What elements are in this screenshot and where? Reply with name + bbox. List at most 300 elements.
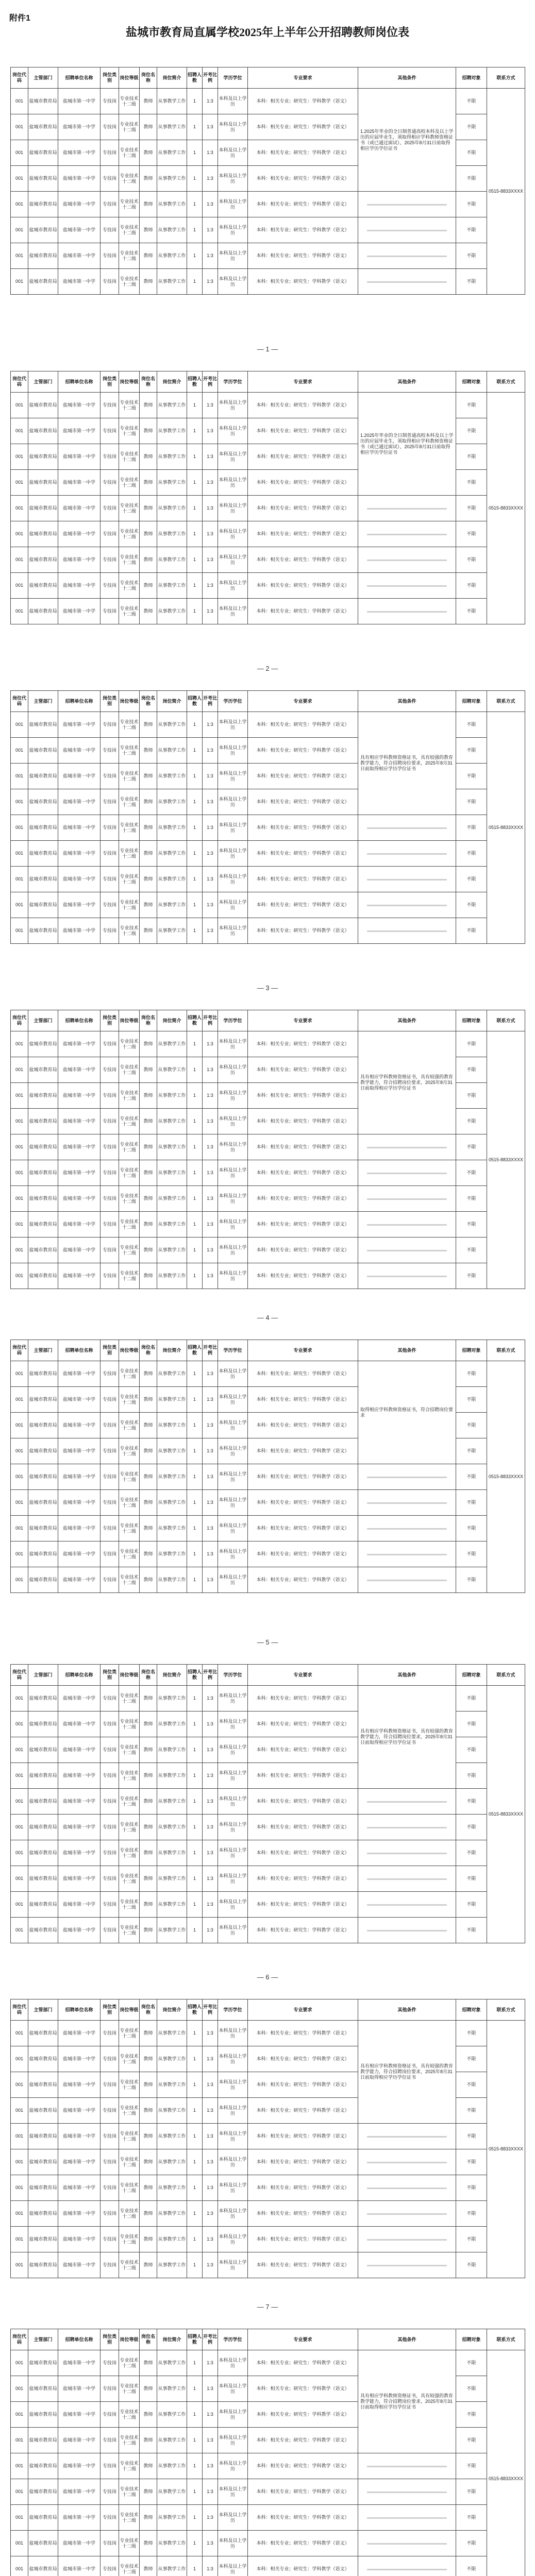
cell-ratio: 1:3	[203, 192, 218, 217]
cell-ratio: 1:3	[203, 217, 218, 243]
column-header: 岗位简介	[157, 2329, 187, 2350]
cell-unit: 盐城市第一中学	[58, 1361, 101, 1387]
table-row	[11, 918, 525, 944]
cell-conditions	[358, 1212, 456, 1238]
cell-ratio: 1:3	[203, 2072, 218, 2098]
column-header: 联系方式	[487, 1999, 525, 2021]
table-row	[11, 393, 525, 418]
cell-code: 001	[11, 1238, 28, 1263]
cell-post: 教师	[140, 2252, 157, 2278]
cell-target: 不限	[456, 1031, 487, 1057]
cell-post: 教师	[140, 599, 157, 624]
cell-level: 专业技术十二级	[119, 1438, 140, 1464]
cell-major: 本科：相关专业；研究生：学科教学（语文）	[248, 2556, 358, 2576]
cell-desc: 从事教学工作	[157, 1212, 187, 1238]
cell-category: 专技岗	[101, 418, 119, 444]
cell-code: 001	[11, 114, 28, 140]
text-line	[367, 1173, 447, 1174]
cell-code: 001	[11, 599, 28, 624]
cell-count: 1	[187, 2556, 203, 2576]
cell-unit: 盐城市第一中学	[58, 243, 101, 269]
cell-count: 1	[187, 547, 203, 573]
cell-count: 1	[187, 192, 203, 217]
cell-target: 不限	[456, 2453, 487, 2479]
text-line	[367, 1801, 447, 1803]
cell-edu: 本科及以上学历	[218, 2227, 248, 2252]
cell-target: 不限	[456, 1686, 487, 1711]
cell-ratio: 1:3	[203, 738, 218, 764]
cell-target: 不限	[456, 2531, 487, 2556]
cell-major: 本科：相关专业；研究生：学科教学（语文）	[248, 444, 358, 470]
cell-ratio: 1:3	[203, 1109, 218, 1134]
cell-category: 专技岗	[101, 841, 119, 867]
cell-conditions: 具有相应学科教师资格证书，具有较强的教育教学能力，符合招聘岗位要求，2025年8月31日前取得相应学历学位证书	[358, 1031, 456, 1134]
cell-post: 教师	[140, 2124, 157, 2149]
cell-post: 教师	[140, 789, 157, 815]
cell-post: 教师	[140, 918, 157, 944]
cell-code: 001	[11, 1413, 28, 1438]
text-line	[367, 2466, 447, 2467]
cell-conditions	[358, 1840, 456, 1866]
cell-unit: 盐城市第一中学	[58, 2453, 101, 2479]
cell-ratio: 1:3	[203, 1263, 218, 1289]
cell-level: 专业技术十二级	[119, 166, 140, 192]
cell-category: 专技岗	[101, 1361, 119, 1387]
cell-category: 专技岗	[101, 1160, 119, 1186]
cell-dept: 盐城市教育局	[28, 841, 58, 867]
column-header: 招聘单位名称	[58, 67, 101, 89]
cell-post: 教师	[140, 2350, 157, 2376]
cell-count: 1	[187, 1186, 203, 1212]
cell-unit: 盐城市第一中学	[58, 1815, 101, 1840]
column-header: 联系方式	[487, 1665, 525, 1686]
column-header: 岗位代码	[11, 2329, 28, 2350]
cell-level: 专业技术十二级	[119, 2556, 140, 2576]
cell-post: 教师	[140, 1789, 157, 1815]
recruitment-table	[10, 67, 525, 295]
cell-desc: 从事教学工作	[157, 2149, 187, 2175]
cell-desc: 从事教学工作	[157, 1789, 187, 1815]
cell-dept: 盐城市教育局	[28, 2556, 58, 2576]
column-header: 岗位等级	[119, 1665, 140, 1686]
cell-count: 1	[187, 1789, 203, 1815]
cell-dept: 盐城市教育局	[28, 2402, 58, 2428]
cell-dept: 盐城市教育局	[28, 2175, 58, 2201]
text-line	[367, 930, 447, 932]
column-header: 其他条件	[358, 1340, 456, 1361]
cell-dept: 盐城市教育局	[28, 89, 58, 114]
column-header: 专业要求	[248, 691, 358, 712]
cell-edu: 本科及以上学历	[218, 1387, 248, 1413]
cell-post: 教师	[140, 2201, 157, 2227]
table-row	[11, 1031, 525, 1057]
cell-target: 不限	[456, 2227, 487, 2252]
cell-code: 001	[11, 496, 28, 521]
cell-major: 本科：相关专业；研究生：学科教学（语文）	[248, 418, 358, 444]
cell-conditions	[358, 2531, 456, 2556]
column-header: 岗位简介	[157, 371, 187, 393]
cell-post: 教师	[140, 2227, 157, 2252]
cell-level: 专业技术十二级	[119, 192, 140, 217]
cell-desc: 从事教学工作	[157, 1057, 187, 1083]
cell-desc: 从事教学工作	[157, 2350, 187, 2376]
cell-ratio: 1:3	[203, 892, 218, 918]
cell-target: 不限	[456, 2175, 487, 2201]
cell-count: 1	[187, 738, 203, 764]
cell-dept: 盐城市教育局	[28, 2072, 58, 2098]
cell-edu: 本科及以上学历	[218, 393, 248, 418]
cell-major: 本科：相关专业；研究生：学科教学（语文）	[248, 1516, 358, 1541]
column-header: 招聘单位名称	[58, 1665, 101, 1686]
cell-edu: 本科及以上学历	[218, 1490, 248, 1516]
cell-unit: 盐城市第一中学	[58, 1387, 101, 1413]
cell-post: 教师	[140, 892, 157, 918]
text-line	[367, 2162, 447, 2163]
cell-level: 专业技术十二级	[119, 2175, 140, 2201]
cell-major: 本科：相关专业；研究生：学科教学（语文）	[248, 2175, 358, 2201]
cell-category: 专技岗	[101, 1567, 119, 1593]
cell-major: 本科：相关专业；研究生：学科教学（语文）	[248, 2098, 358, 2124]
column-header: 岗位等级	[119, 2329, 140, 2350]
cell-ratio: 1:3	[203, 393, 218, 418]
cell-level: 专业技术十二级	[119, 217, 140, 243]
column-header: 岗位名称	[140, 1340, 157, 1361]
text-line	[367, 1477, 447, 1478]
cell-target: 不限	[456, 1815, 487, 1840]
cell-level: 专业技术十二级	[119, 1361, 140, 1387]
cell-category: 专技岗	[101, 1464, 119, 1490]
cell-major: 本科：相关专业；研究生：学科教学（语文）	[248, 918, 358, 944]
cell-level: 专业技术十二级	[119, 1567, 140, 1593]
cell-target: 不限	[456, 2556, 487, 2576]
text-line	[367, 2213, 447, 2215]
cell-level: 专业技术十二级	[119, 892, 140, 918]
cell-target: 不限	[456, 2021, 487, 2046]
cell-post: 教师	[140, 1387, 157, 1413]
column-header: 主管部门	[28, 2329, 58, 2350]
cell-category: 专技岗	[101, 1134, 119, 1160]
cell-dept: 盐城市教育局	[28, 1361, 58, 1387]
cell-major: 本科：相关专业；研究生：学科教学（语文）	[248, 1815, 358, 1840]
cell-count: 1	[187, 1737, 203, 1763]
cell-category: 专技岗	[101, 166, 119, 192]
cell-edu: 本科及以上学历	[218, 1057, 248, 1083]
cell-code: 001	[11, 738, 28, 764]
cell-unit: 盐城市第一中学	[58, 1263, 101, 1289]
cell-desc: 从事教学工作	[157, 1892, 187, 1918]
column-header: 专业要求	[248, 1999, 358, 2021]
cell-major: 本科：相关专业；研究生：学科教学（语文）	[248, 2124, 358, 2149]
cell-level: 专业技术十二级	[119, 1387, 140, 1413]
cell-edu: 本科及以上学历	[218, 496, 248, 521]
text-line	[367, 2265, 447, 2266]
cell-code: 001	[11, 2453, 28, 2479]
cell-level: 专业技术十二级	[119, 764, 140, 789]
cell-edu: 本科及以上学历	[218, 712, 248, 738]
cell-count: 1	[187, 2252, 203, 2278]
cell-count: 1	[187, 496, 203, 521]
page-number: — 3 —	[257, 984, 278, 992]
cell-conditions	[358, 243, 456, 269]
cell-ratio: 1:3	[203, 1387, 218, 1413]
cell-conditions	[358, 521, 456, 547]
table-row	[11, 2556, 525, 2576]
cell-ratio: 1:3	[203, 496, 218, 521]
cell-unit: 盐城市第一中学	[58, 1516, 101, 1541]
cell-code: 001	[11, 2479, 28, 2505]
cell-conditions	[358, 1866, 456, 1892]
cell-ratio: 1:3	[203, 1516, 218, 1541]
cell-count: 1	[187, 599, 203, 624]
cell-category: 专技岗	[101, 2149, 119, 2175]
cell-major: 本科：相关专业；研究生：学科教学（语文）	[248, 2479, 358, 2505]
cell-code: 001	[11, 1840, 28, 1866]
column-header: 招聘单位名称	[58, 371, 101, 393]
cell-level: 专业技术十二级	[119, 1186, 140, 1212]
table-row	[11, 217, 525, 243]
cell-dept: 盐城市教育局	[28, 1263, 58, 1289]
column-header: 开考比例	[203, 2329, 218, 2350]
cell-edu: 本科及以上学历	[218, 2201, 248, 2227]
cell-target: 不限	[456, 1711, 487, 1737]
cell-dept: 盐城市教育局	[28, 1737, 58, 1763]
column-header: 招聘单位名称	[58, 1010, 101, 1031]
column-header: 学历学位	[218, 691, 248, 712]
cell-contact: 0515-8833XXXX	[487, 712, 525, 944]
cell-desc: 从事教学工作	[157, 1361, 187, 1387]
cell-major: 本科：相关专业；研究生：学科教学（语文）	[248, 1789, 358, 1815]
cell-major: 本科：相关专业；研究生：学科教学（语文）	[248, 2505, 358, 2531]
cell-count: 1	[187, 815, 203, 841]
column-header: 其他条件	[358, 67, 456, 89]
cell-unit: 盐城市第一中学	[58, 789, 101, 815]
cell-count: 1	[187, 1134, 203, 1160]
cell-conditions	[358, 2252, 456, 2278]
cell-count: 1	[187, 1438, 203, 1464]
cell-edu: 本科及以上学历	[218, 2350, 248, 2376]
cell-target: 不限	[456, 269, 487, 295]
cell-post: 教师	[140, 547, 157, 573]
text-line	[367, 1250, 447, 1251]
cell-level: 专业技术十二级	[119, 418, 140, 444]
cell-ratio: 1:3	[203, 1840, 218, 1866]
cell-post: 教师	[140, 1840, 157, 1866]
cell-desc: 从事教学工作	[157, 521, 187, 547]
cell-code: 001	[11, 1438, 28, 1464]
cell-level: 专业技术十二级	[119, 1711, 140, 1737]
cell-ratio: 1:3	[203, 1186, 218, 1212]
cell-edu: 本科及以上学历	[218, 444, 248, 470]
cell-ratio: 1:3	[203, 789, 218, 815]
column-header: 岗位等级	[119, 691, 140, 712]
cell-code: 001	[11, 841, 28, 867]
cell-target: 不限	[456, 1737, 487, 1763]
cell-code: 001	[11, 2252, 28, 2278]
cell-code: 001	[11, 1686, 28, 1711]
cell-post: 教师	[140, 1438, 157, 1464]
cell-major: 本科：相关专业；研究生：学科教学（语文）	[248, 1057, 358, 1083]
cell-conditions	[358, 2227, 456, 2252]
cell-unit: 盐城市第一中学	[58, 217, 101, 243]
cell-conditions	[358, 2201, 456, 2227]
cell-unit: 盐城市第一中学	[58, 89, 101, 114]
cell-dept: 盐城市教育局	[28, 1413, 58, 1438]
cell-unit: 盐城市第一中学	[58, 1737, 101, 1763]
cell-edu: 本科及以上学历	[218, 867, 248, 892]
cell-code: 001	[11, 1160, 28, 1186]
cell-dept: 盐城市教育局	[28, 892, 58, 918]
text-line	[367, 1853, 447, 1854]
cell-conditions	[358, 1918, 456, 1943]
cell-dept: 盐城市教育局	[28, 1464, 58, 1490]
cell-unit: 盐城市第一中学	[58, 2072, 101, 2098]
cell-count: 1	[187, 1109, 203, 1134]
cell-dept: 盐城市教育局	[28, 2350, 58, 2376]
cell-ratio: 1:3	[203, 1212, 218, 1238]
cell-unit: 盐城市第一中学	[58, 1541, 101, 1567]
cell-ratio: 1:3	[203, 1763, 218, 1789]
cell-post: 教师	[140, 1490, 157, 1516]
cell-target: 不限	[456, 1789, 487, 1815]
text-line	[367, 2136, 447, 2138]
column-header: 联系方式	[487, 371, 525, 393]
column-header: 招聘对象	[456, 371, 487, 393]
cell-category: 专技岗	[101, 2124, 119, 2149]
cell-count: 1	[187, 1918, 203, 1943]
cell-count: 1	[187, 1263, 203, 1289]
cell-code: 001	[11, 1387, 28, 1413]
column-header: 主管部门	[28, 67, 58, 89]
cell-desc: 从事教学工作	[157, 140, 187, 166]
cell-ratio: 1:3	[203, 243, 218, 269]
cell-desc: 从事教学工作	[157, 2453, 187, 2479]
cell-post: 教师	[140, 1763, 157, 1789]
cell-category: 专技岗	[101, 114, 119, 140]
cell-desc: 从事教学工作	[157, 89, 187, 114]
page-number: — 4 —	[257, 1314, 278, 1321]
column-header: 联系方式	[487, 67, 525, 89]
cell-category: 专技岗	[101, 2531, 119, 2556]
cell-desc: 从事教学工作	[157, 547, 187, 573]
cell-post: 教师	[140, 1134, 157, 1160]
cell-conditions	[358, 1263, 456, 1289]
cell-dept: 盐城市教育局	[28, 764, 58, 789]
cell-count: 1	[187, 1686, 203, 1711]
cell-target: 不限	[456, 2149, 487, 2175]
cell-code: 001	[11, 2350, 28, 2376]
cell-level: 专业技术十二级	[119, 2046, 140, 2072]
cell-dept: 盐城市教育局	[28, 2479, 58, 2505]
text-line	[367, 585, 447, 587]
page-number: — 7 —	[257, 2303, 278, 2311]
cell-major: 本科：相关专业；研究生：学科教学（语文）	[248, 1541, 358, 1567]
cell-level: 专业技术十二级	[119, 573, 140, 599]
cell-dept: 盐城市教育局	[28, 166, 58, 192]
column-header: 专业要求	[248, 1010, 358, 1031]
cell-major: 本科：相关专业；研究生：学科教学（语文）	[248, 1361, 358, 1387]
cell-desc: 从事教学工作	[157, 1567, 187, 1593]
cell-category: 专技岗	[101, 1186, 119, 1212]
cell-major: 本科：相关专业；研究生：学科教学（语文）	[248, 1083, 358, 1109]
cell-category: 专技岗	[101, 2227, 119, 2252]
cell-unit: 盐城市第一中学	[58, 1160, 101, 1186]
cell-count: 1	[187, 2479, 203, 2505]
cell-category: 专技岗	[101, 2201, 119, 2227]
column-header: 岗位简介	[157, 1010, 187, 1031]
text-line	[367, 1827, 447, 1828]
cell-dept: 盐城市教育局	[28, 1815, 58, 1840]
cell-level: 专业技术十二级	[119, 1134, 140, 1160]
cell-unit: 盐城市第一中学	[58, 114, 101, 140]
cell-category: 专技岗	[101, 2072, 119, 2098]
cell-major: 本科：相关专业；研究生：学科教学（语文）	[248, 1212, 358, 1238]
cell-unit: 盐城市第一中学	[58, 815, 101, 841]
cell-edu: 本科及以上学历	[218, 418, 248, 444]
cell-level: 专业技术十二级	[119, 1464, 140, 1490]
cell-desc: 从事教学工作	[157, 1763, 187, 1789]
cell-post: 教师	[140, 1711, 157, 1737]
cell-desc: 从事教学工作	[157, 1866, 187, 1892]
cell-unit: 盐城市第一中学	[58, 573, 101, 599]
cell-count: 1	[187, 2227, 203, 2252]
cell-edu: 本科及以上学历	[218, 892, 248, 918]
cell-count: 1	[187, 2428, 203, 2453]
table-header-row	[11, 691, 525, 712]
table-row	[11, 2227, 525, 2252]
cell-dept: 盐城市教育局	[28, 1541, 58, 1567]
column-header: 岗位名称	[140, 67, 157, 89]
cell-target: 不限	[456, 2402, 487, 2428]
cell-edu: 本科及以上学历	[218, 1789, 248, 1815]
cell-edu: 本科及以上学历	[218, 573, 248, 599]
cell-count: 1	[187, 269, 203, 295]
cell-ratio: 1:3	[203, 1134, 218, 1160]
cell-ratio: 1:3	[203, 2098, 218, 2124]
table-row	[11, 2175, 525, 2201]
cell-target: 不限	[456, 2376, 487, 2402]
table-row	[11, 1160, 525, 1186]
cell-target: 不限	[456, 166, 487, 192]
column-header: 招聘对象	[456, 691, 487, 712]
cell-dept: 盐城市教育局	[28, 2124, 58, 2149]
cell-level: 专业技术十二级	[119, 1109, 140, 1134]
cell-desc: 从事教学工作	[157, 1686, 187, 1711]
cell-dept: 盐城市教育局	[28, 1238, 58, 1263]
cell-level: 专业技术十二级	[119, 1686, 140, 1711]
cell-post: 教师	[140, 764, 157, 789]
cell-dept: 盐城市教育局	[28, 789, 58, 815]
cell-post: 教师	[140, 2556, 157, 2576]
cell-count: 1	[187, 1840, 203, 1866]
cell-post: 教师	[140, 573, 157, 599]
cell-desc: 从事教学工作	[157, 1918, 187, 1943]
cell-level: 专业技术十二级	[119, 1083, 140, 1109]
cell-conditions	[358, 1892, 456, 1918]
cell-edu: 本科及以上学历	[218, 2453, 248, 2479]
cell-code: 001	[11, 1186, 28, 1212]
cell-dept: 盐城市教育局	[28, 1711, 58, 1737]
cell-desc: 从事教学工作	[157, 1083, 187, 1109]
cell-category: 专技岗	[101, 140, 119, 166]
cell-level: 专业技术十二级	[119, 2350, 140, 2376]
cell-target: 不限	[456, 444, 487, 470]
cell-post: 教师	[140, 1918, 157, 1943]
cell-target: 不限	[456, 1516, 487, 1541]
text-line	[367, 1147, 447, 1148]
column-header: 招聘单位名称	[58, 1340, 101, 1361]
column-header: 开考比例	[203, 67, 218, 89]
table-row	[11, 547, 525, 573]
